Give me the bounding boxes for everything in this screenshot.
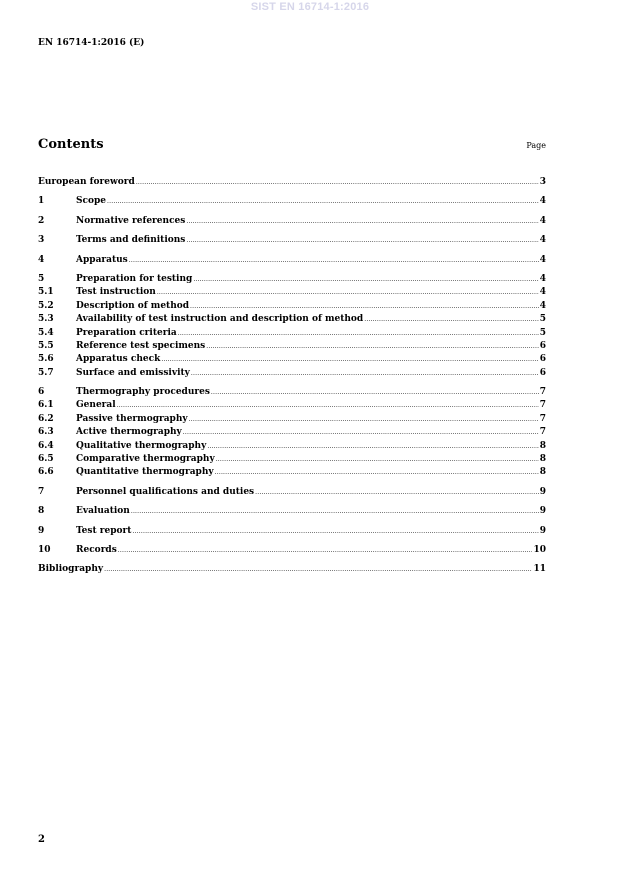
toc-entry-5[interactable] — [38, 273, 546, 286]
toc-entry-title: General — [76, 400, 116, 411]
toc-entry-number: 5.2 — [38, 300, 54, 311]
toc-entry-number: 9 — [38, 525, 45, 536]
toc-entry-title: Bibliography — [38, 564, 104, 575]
toc-leader-dots — [161, 353, 538, 366]
toc-entry-number: 5 — [38, 273, 45, 284]
toc-entry-title: Terms and definitions — [76, 235, 186, 246]
toc-leader-dots — [215, 466, 539, 479]
toc-leader-dots — [186, 215, 538, 228]
toc-leader-dots — [190, 300, 539, 313]
toc-entry-page: 6 — [539, 354, 546, 365]
toc-entry-page: 11 — [533, 564, 546, 575]
toc-entry-7[interactable] — [38, 486, 546, 499]
toc-entry-page: 4 — [539, 273, 546, 284]
toc-leader-dots — [211, 386, 539, 399]
toc-entry-title: Quantitative thermography — [76, 467, 214, 478]
toc-entry-2[interactable] — [38, 215, 546, 228]
toc-entry-title: Qualitative thermography — [76, 440, 207, 451]
toc-entry-number: 6.2 — [38, 413, 54, 424]
toc-entry-6-1[interactable] — [38, 399, 546, 412]
toc-entry-page: 4 — [539, 196, 546, 207]
toc-entry-page: 7 — [539, 400, 546, 411]
toc-entry-number: 5.6 — [38, 354, 54, 365]
toc-entry-1[interactable] — [38, 195, 546, 208]
toc-entry-6[interactable] — [38, 386, 546, 399]
toc-leader-dots — [255, 486, 539, 499]
toc-entry-number: 6 — [38, 387, 45, 398]
toc-entry-number: 2 — [38, 215, 45, 226]
toc-entry-page: 8 — [539, 467, 546, 478]
toc-leader-dots — [216, 453, 539, 466]
toc-entry-number: 3 — [38, 235, 45, 246]
toc-entry-9[interactable] — [38, 525, 546, 538]
toc-entry-title: Records — [76, 544, 117, 555]
toc-entry-bibliography[interactable] — [38, 563, 546, 576]
toc-entry-6-6[interactable] — [38, 466, 546, 479]
toc-entry-title: Normative references — [76, 215, 186, 226]
toc-entry-number: 5.3 — [38, 314, 54, 325]
toc-entry-5-1[interactable] — [38, 286, 546, 299]
toc-entry-5-5[interactable] — [38, 340, 546, 353]
toc-entry-title: Scope — [76, 196, 107, 207]
toc-entry-page: 5 — [539, 327, 546, 338]
toc-entry-title: Test report — [76, 525, 132, 536]
toc-leader-dots — [107, 195, 539, 208]
toc-leader-dots — [364, 313, 539, 326]
toc-entry-title: Thermography procedures — [76, 387, 210, 398]
toc-entry-6-3[interactable] — [38, 426, 546, 439]
toc-entry-page: 7 — [539, 427, 546, 438]
toc-entry-5-6[interactable] — [38, 353, 546, 366]
toc-entry-number: 5.4 — [38, 327, 54, 338]
toc-entry-10[interactable] — [38, 544, 546, 557]
toc-entry-number: 4 — [38, 254, 45, 265]
toc-entry-number: 10 — [38, 544, 51, 555]
toc-entry-5-3[interactable] — [38, 313, 546, 326]
toc-entry-title: Preparation criteria — [76, 327, 177, 338]
toc-entry-title: Personnel qualifications and duties — [76, 486, 255, 497]
toc-entry-page: 4 — [539, 215, 546, 226]
toc-entry-title: Test instruction — [76, 287, 156, 298]
toc-entry-page: 8 — [539, 454, 546, 465]
toc-entry-number: 5.1 — [38, 287, 54, 298]
toc-entry-page: 6 — [539, 340, 546, 351]
toc-entry-page: 9 — [539, 525, 546, 536]
toc-entry-page: 7 — [539, 387, 546, 398]
toc-entry-number: 1 — [38, 196, 45, 207]
toc-entry-5-4[interactable] — [38, 327, 546, 340]
toc-entry-page: 5 — [539, 314, 546, 325]
toc-entry-6-5[interactable] — [38, 453, 546, 466]
toc-entry-title: Preparation for testing — [76, 273, 193, 284]
toc-entry-page: 3 — [539, 177, 546, 187]
toc-leader-dots — [189, 413, 539, 426]
toc-leader-dots — [193, 273, 538, 286]
toc-entry-page: 10 — [533, 544, 546, 555]
toc-entry-number: 6.1 — [38, 400, 54, 411]
toc-entry-page: 4 — [539, 254, 546, 265]
toc-entry-title: Active thermography — [76, 427, 182, 438]
toc-leader-dots — [206, 340, 538, 353]
page-column-label: Page — [526, 141, 546, 150]
toc-entry-5-7[interactable] — [38, 367, 546, 380]
contents-heading: Contents — [38, 137, 104, 152]
toc-leader-dots — [157, 286, 539, 299]
toc-entry-number: 6.5 — [38, 454, 54, 465]
toc-entry-title: Evaluation — [76, 506, 130, 517]
toc-leader-dots — [118, 544, 533, 557]
toc-entry-page: 7 — [539, 413, 546, 424]
toc-entry-8[interactable] — [38, 505, 546, 518]
toc-entry-page: 4 — [539, 300, 546, 311]
toc-entry-title: Comparative thermography — [76, 454, 215, 465]
page-number: 2 — [38, 834, 45, 845]
toc-entry-page: 6 — [539, 367, 546, 378]
toc-entry-number: 5.5 — [38, 340, 54, 351]
toc-entry-number: 6.4 — [38, 440, 54, 451]
toc-entry-title: Availability of test instruction and description of method — [76, 314, 364, 325]
toc-leader-dots — [207, 440, 538, 453]
toc-leader-dots — [178, 327, 539, 340]
toc-leader-dots — [131, 505, 539, 518]
toc-entry-page: 4 — [539, 235, 546, 246]
toc-leader-dots — [183, 426, 539, 439]
toc-entry-title: Passive thermography — [76, 413, 188, 424]
toc-entry-title: Reference test specimens — [76, 340, 206, 351]
watermark: SIST EN 16714-1:2016 — [250, 1, 370, 13]
toc-entry-number: 5.7 — [38, 367, 54, 378]
toc-entry-number: 7 — [38, 486, 45, 497]
toc-entry-page: 4 — [539, 287, 546, 298]
toc-leader-dots — [191, 367, 539, 380]
toc-entry-3[interactable] — [38, 234, 546, 247]
document-id: EN 16714-1:2016 (E) — [38, 38, 145, 48]
toc-entry-number: 6.6 — [38, 467, 54, 478]
toc-leader-dots — [129, 254, 539, 267]
table-of-contents — [38, 176, 546, 577]
toc-entry-title: Surface and emissivity — [76, 367, 190, 378]
toc-entry-number: 6.3 — [38, 427, 54, 438]
toc-entry-foreword[interactable] — [38, 176, 546, 189]
toc-entry-page: 9 — [539, 486, 546, 497]
toc-entry-title: Apparatus check — [76, 354, 161, 365]
toc-entry-number: 8 — [38, 506, 45, 517]
toc-entry-page: 8 — [539, 440, 546, 451]
toc-leader-dots — [186, 234, 538, 247]
toc-leader-dots — [104, 563, 532, 576]
toc-entry-title: Apparatus — [76, 254, 128, 265]
toc-leader-dots — [117, 399, 539, 412]
toc-entry-page: 9 — [539, 506, 546, 517]
toc-leader-dots — [136, 176, 539, 189]
toc-entry-title: Description of method — [76, 300, 190, 311]
toc-entry-5-2[interactable] — [38, 300, 546, 313]
toc-entry-4[interactable] — [38, 254, 546, 267]
toc-entry-6-2[interactable] — [38, 413, 546, 426]
toc-entry-title: European foreword — [38, 177, 135, 187]
toc-leader-dots — [132, 525, 538, 538]
toc-entry-6-4[interactable] — [38, 440, 546, 453]
